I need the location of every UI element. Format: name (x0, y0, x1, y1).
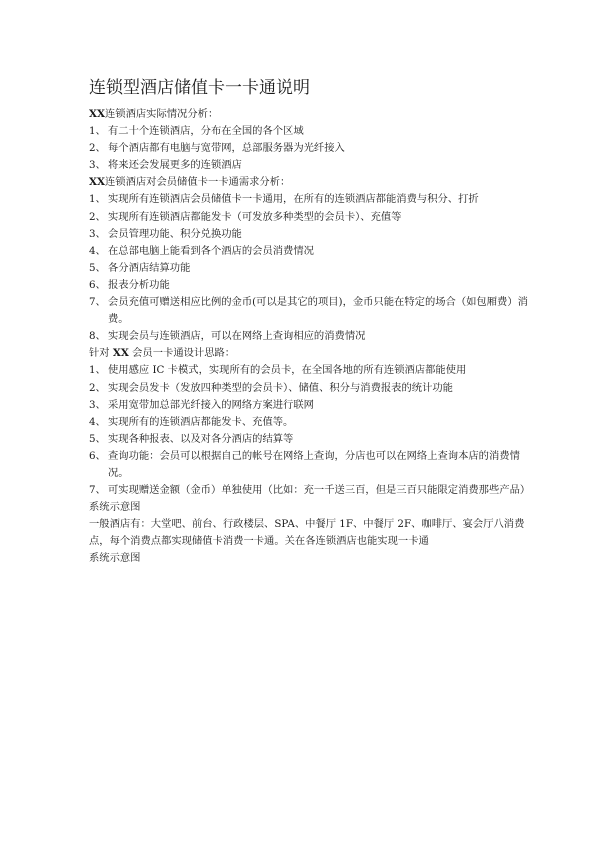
list-item: 7、 会员充值可赠送相应比例的金币(可以是其它的项目)，金币只能在特定的场合（如包厢费）消费。 (89, 296, 528, 326)
list-item: 3、 采用宽带加总部光纤接入的网络方案进行联网 (89, 398, 314, 411)
venue-paragraph: 一般酒店有：大堂吧、前台、行政楼层、SPA、中餐厅 1F、中餐厅 2F、咖啡厅、宴会厅八消费点，每个消费点都实现储值卡消费一卡通。关在各连锁酒店也能实现一卡通 (89, 518, 525, 548)
list-item: 1、 有二十个连锁酒店，分布在全国的各个区域 (89, 125, 304, 138)
diagram-label: 系统示意图 (89, 552, 141, 565)
diagram-label: 系统示意图 (89, 501, 141, 514)
list-item: 3、 会员管理功能、积分兑换功能 (89, 227, 242, 240)
list-item: 3、 将来还会发展更多的连锁酒店 (89, 159, 242, 172)
list-item: 4、 实现所有的连锁酒店都能发卡、充值等。 (89, 415, 294, 428)
list-item: 5、 实现各种报表、以及对各分酒店的结算等 (89, 432, 294, 445)
list-item: 7、 可实现赠送金额（金币）单独使用（比如：充一千送三百，但是三百只能限定消费那些产品） (89, 484, 531, 497)
list-item: 6、 查询功能：会员可以根据自己的帐号在网络上查询，分店也可以在网络上查询本店的消费情况。 (89, 449, 520, 479)
list-item: 1、 使用感应 IC 卡模式，实现所有的会员卡，在全国各地的所有连锁酒店都能使用 (89, 364, 467, 377)
list-item: 2、 每个酒店都有电脑与宽带网，总部服务器为光纤接入 (89, 142, 345, 155)
section-heading-situation (89, 106, 529, 123)
list-item: 4、 在总部电脑上能看到各个酒店的会员消费情况 (89, 244, 314, 257)
page-title: 连锁型酒店储值卡一卡通说明 (89, 78, 310, 98)
list-item: 1、 实现所有连锁酒店会员储值卡一卡通用，在所有的连锁酒店都能消费与积分、打折 (89, 193, 479, 206)
section-heading-requirements (89, 174, 529, 191)
list-item: 8、 实现会员与连锁酒店，可以在网络上查询相应的消费情况 (89, 330, 366, 343)
document-body (89, 106, 529, 568)
list-item: 2、 实现所有连锁酒店都能发卡（可发放多种类型的会员卡）、充值等 (89, 210, 402, 223)
heading-text: 连锁酒店实际情况分析： (104, 108, 219, 120)
list-item: 2、 实现会员发卡（发放四种类型的会员卡）、储值、积分与消费报表的统计功能 (89, 381, 453, 394)
section-heading-design: 针对 XX 会员一卡通设计思路： (89, 347, 236, 360)
list-item: 5、 各分酒店结算功能 (89, 261, 191, 274)
list-item: 6、 报表分析功能 (89, 278, 170, 291)
heading-text: 连锁酒店对会员储值卡一卡通需求分析： (104, 176, 291, 189)
heading-prefix: XX (89, 176, 105, 189)
heading-prefix: XX (112, 347, 129, 360)
heading-prefix: XX (89, 108, 105, 120)
